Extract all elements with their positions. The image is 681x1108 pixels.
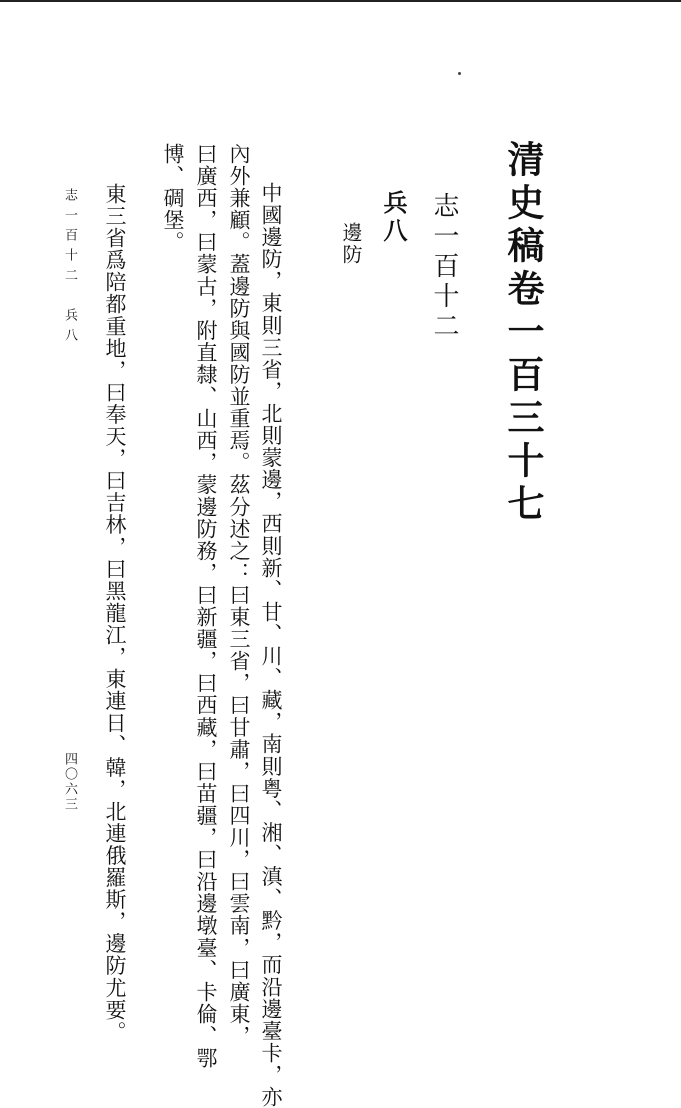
volume-heading: 志一百十二 — [429, 192, 459, 342]
page-number: 四〇六三 — [62, 752, 77, 812]
text-column-1: 中國邊防，東則三省，北則蒙邊，西則新、甘、川、藏，南則粤、湘、滇、黔，而沿邊臺卡，亦 — [259, 182, 283, 1108]
top-border-line — [0, 0, 681, 2]
text-column-3: 曰廣西，曰蒙古，附直隸、山西，蒙邊防務，曰新疆，曰西藏，曰苗疆，曰沿邊墩臺、卡倫、鄂 — [194, 143, 218, 1070]
running-footer: 志一百十二 兵八 — [62, 188, 77, 348]
chapter-title: 清史稿卷一百三十七 — [501, 140, 545, 527]
ink-speck — [458, 72, 461, 75]
section-heading: 邊防 — [339, 222, 363, 266]
text-column-5: 東三省爲陪都重地，曰奉天，曰吉林，曰黑龍江，東連日、韓，北連俄羅斯，邊防尤要。 — [103, 183, 127, 1043]
text-column-4: 博、碉堡。 — [161, 143, 185, 254]
text-column-2: 內外兼顧。蓋邊防與國防並重焉。茲分述之：曰東三省，曰甘肅，曰四川，曰雲南，曰廣東， — [227, 143, 251, 1048]
chapter-heading: 兵八 — [379, 190, 408, 246]
